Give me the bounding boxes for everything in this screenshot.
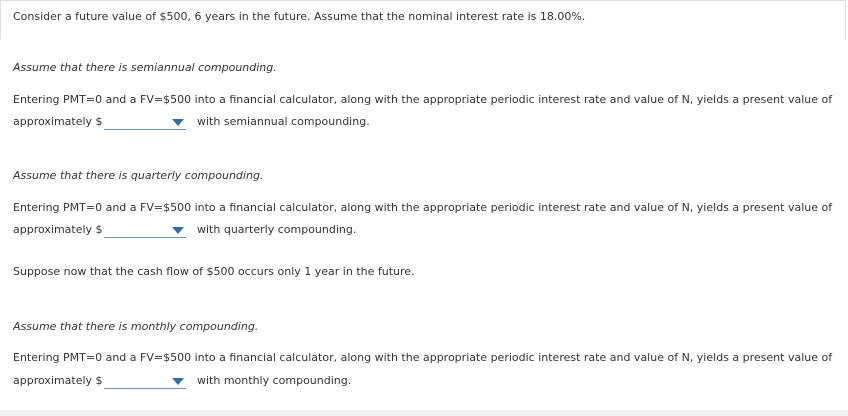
chevron-down-icon — [172, 119, 184, 126]
quarterly-assumption: Assume that there is quarterly compounding. — [13, 169, 264, 182]
semiannual-assumption: Assume that there is semiannual compounding. — [13, 61, 277, 74]
chevron-down-icon — [172, 378, 184, 385]
monthly-pv-dropdown[interactable] — [104, 374, 186, 389]
chevron-down-icon — [172, 227, 184, 234]
intro-text: Consider a future value of $500, 6 years in the future. Assume that the nominal interest rate is 18.00%. — [13, 10, 586, 23]
semiannual-pv-dropdown[interactable] — [104, 115, 186, 130]
quarterly-prefix: approximately $ — [13, 223, 103, 236]
monthly-prompt: Entering PMT=0 and a FV=$500 into a financial calculator, along with the appropriate periodic interest rate and value of N, yields a present value of — [13, 351, 833, 364]
semiannual-prompt: Entering PMT=0 and a FV=$500 into a financial calculator, along with the appropriate periodic interest rate and value of N, yields a present value of — [13, 93, 833, 106]
monthly-assumption: Assume that there is monthly compounding. — [13, 320, 259, 333]
interlude-text: Suppose now that the cash flow of $500 occurs only 1 year in the future. — [13, 265, 415, 278]
quarterly-suffix: with quarterly compounding. — [197, 223, 357, 236]
monthly-prefix: approximately $ — [13, 374, 103, 387]
quarterly-pv-dropdown[interactable] — [104, 223, 186, 238]
monthly-suffix: with monthly compounding. — [197, 374, 352, 387]
quarterly-prompt: Entering PMT=0 and a FV=$500 into a financial calculator, along with the appropriate periodic interest rate and value of N, yields a present value of — [13, 201, 833, 214]
semiannual-suffix: with semiannual compounding. — [197, 115, 370, 128]
semiannual-prefix: approximately $ — [13, 115, 103, 128]
